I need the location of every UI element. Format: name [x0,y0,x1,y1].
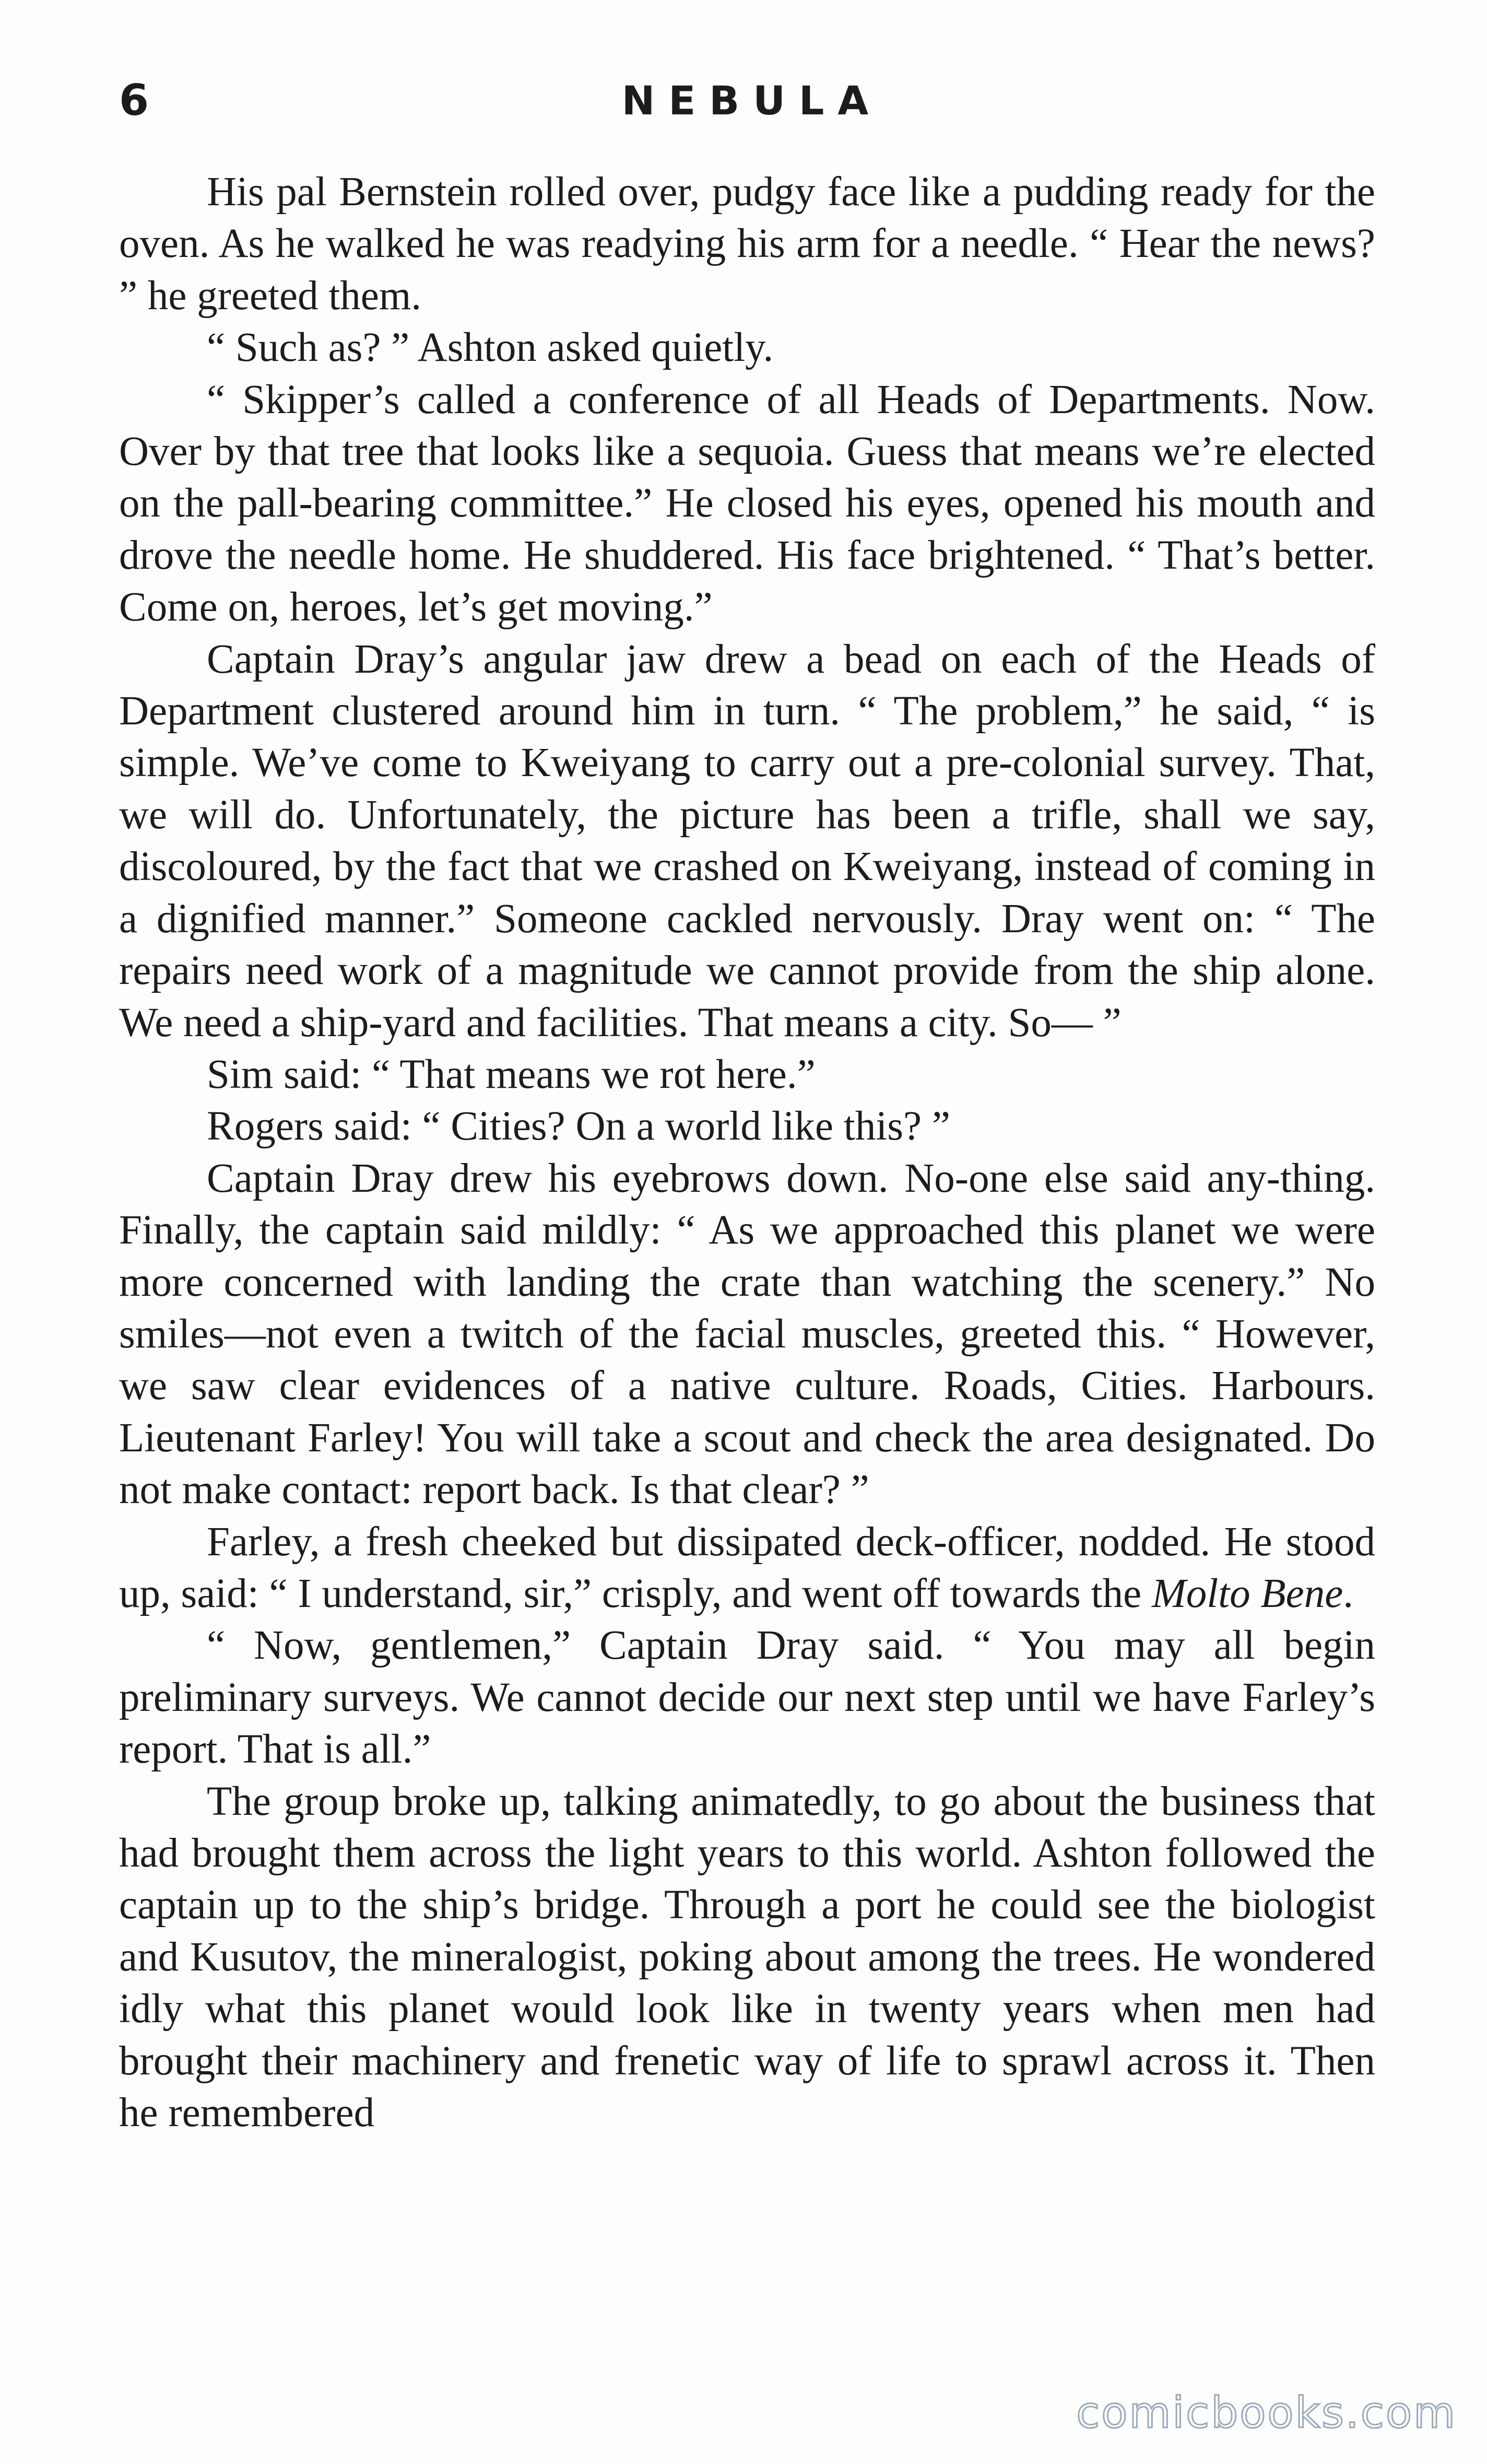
paragraph: Sim said: “ That means we rot here.” [207,1051,816,1097]
page-number: 6 [119,76,149,125]
body-text [119,166,1375,2139]
paragraph: The group broke up, talking animatedly, to go about the business that had brought them across the light years to this world. Ashton followed the captain up to the ship’s bridge. Through a port he could see the biologist and Kusutov, the mineralogist, poking about among the trees. He wondered idly what this planet would look like in twenty years when men had brought their machinery and frenetic way of life to sprawl across it. Then he remembered [119,1778,1375,2136]
paragraph-farley [119,1516,1375,1620]
paragraph: “ Skipper’s called a conference of all Heads of Departments. Now. Over by that tree that looks like a sequoia. Guess that means we’re elected on the pall-bearing committee.” He closed his eyes, opened his mouth and drove the needle home. He shuddered. His face brightened. “ That’s better. Come on, heroes, let’s get moving.” [119,377,1375,630]
paragraph: “ Now, gentlemen,” Captain Dray said. “ You may all begin preliminary surveys. We cannot decide our next step until we have Farley’s report. That is all.” [119,1623,1375,1773]
paragraph: Captain Dray drew his eyebrows down. No-one else said any-thing. Finally, the captain said mildly: “ As we approached this planet we were more concerned with landing the crate than watching the scenery.” No smiles—not even a twitch of the facial muscles, greeted this. “ However, we saw clear evidences of a native culture. Roads, Cities. Harbours. Lieutenant Farley! You will take a scout and check the area designated. Do not make contact: report back. Is that clear? ” [119,1155,1375,1513]
paragraph: Captain Dray’s angular jaw drew a bead on each of the Heads of Department clustered around him in turn. “ The problem,” he said, “ is simple. We’ve come to Kweiyang to carry out a pre-colonial survey. That, we will do. Unfortunately, the picture has been a trifle, shall we say, discoloured, by the fact that we crashed on Kweiyang, instead of coming in a dignified manner.” Someone cackled nervously. Dray went on: “ The repairs need work of a magnitude we cannot provide from the ship alone. We need a ship-yard and facilities. That means a city. So— ” [119,636,1375,1046]
watermark: comicbooks.com [1076,2388,1457,2438]
paragraph-text: . [1343,1570,1354,1616]
paragraph: Rogers said: “ Cities? On a world like this? ” [207,1104,950,1149]
ship-name: Molto Bene [1151,1570,1343,1616]
page-header [119,72,1371,130]
paragraph: His pal Bernstein rolled over, pudgy face like a pudding ready for the oven. As he walked he was readying his arm for a needle. “ Hear the news? ” he greeted them. [119,169,1375,319]
paragraph: “ Such as? ” Ashton asked quietly. [207,325,774,371]
running-head: NEBULA [621,77,882,124]
paragraph-text: Farley, a fresh cheeked but dissipated deck-officer, nodded. He stood up, said: “ I understand, sir,” crisply, and went off towards the [119,1519,1375,1616]
